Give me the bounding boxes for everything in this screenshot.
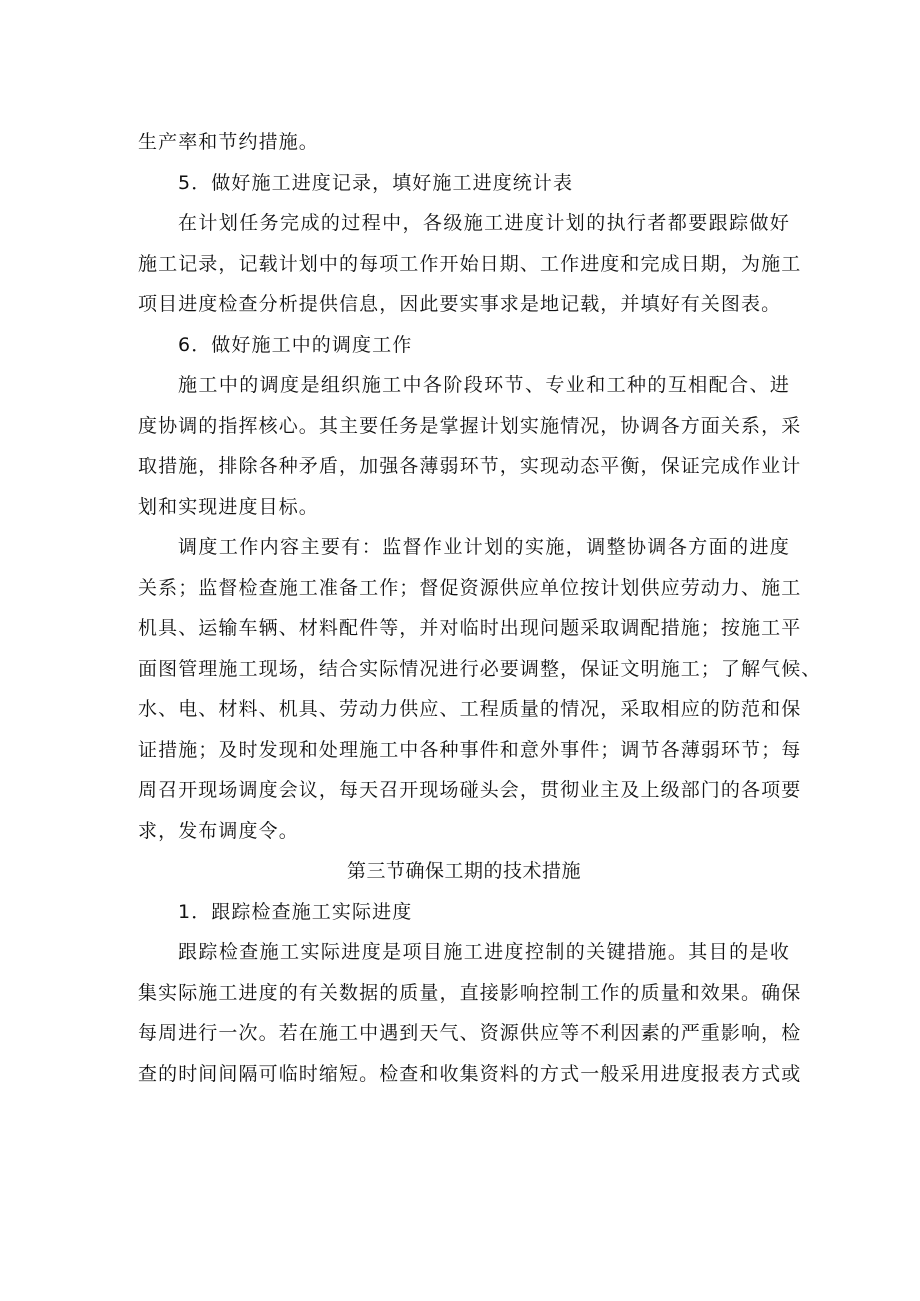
paragraph-line: 划和实现进度目标。 [138,495,319,518]
section-heading: 5．做好施工进度记录，填好施工进度统计表 [178,171,574,194]
paragraph-line: 生产率和节约措施。 [138,131,319,153]
paragraph-line: 面图管理施工现场，结合实际情况进行必要调整，保证文明施工；了解气候、 [138,657,822,680]
section-heading: 6．做好施工中的调度工作 [178,333,413,356]
paragraph-line: 周召开现场调度会议，每天召开现场碰头会，贯彻业主及上级部门的各项要 [138,779,802,801]
paragraph-line: 施工中的调度是组织施工中各阶段环节、专业和工种的互相配合、进 [178,374,790,396]
paragraph-line: 证措施；及时发现和处理施工中各种事件和意外事件；调节各薄弱环节；每 [138,738,802,761]
paragraph-line: 求，发布调度令。 [138,819,299,842]
paragraph-line: 机具、运输车辆、材料配件等，并对临时出现问题采取调配措施；按施工平 [138,617,802,639]
paragraph-line: 度协调的指挥核心。其主要任务是掌握计划实施情况，协调各方面关系，采 [138,414,802,437]
paragraph-line: 每周进行一次。若在施工中遇到天气、资源供应等不利因素的严重影响，检 [138,1022,802,1044]
paragraph-line: 在计划任务完成的过程中，各级施工进度计划的执行者都要跟踪做好 [178,212,790,234]
paragraph-line: 集实际施工进度的有关数据的质量，直接影响控制工作的质量和效果。确保 [138,981,802,1004]
paragraph-line: 查的时间间隔可临时缩短。检查和收集资料的方式一般采用进度报表方式或 [138,1062,802,1085]
section-heading: 1．跟踪检查施工实际进度 [178,900,413,923]
chapter-title: 第三节确保工期的技术措施 [346,860,581,882]
paragraph-line: 取措施，排除各种矛盾，加强各薄弱环节，实现动态平衡，保证完成作业计 [138,455,802,477]
paragraph-line: 跟踪检查施工实际进度是项目施工进度控制的关键措施。其目的是收 [178,941,790,963]
paragraph-line: 项目进度检查分析提供信息，因此要实事求是地记载，并填好有关图表。 [138,293,782,315]
paragraph-line: 调度工作内容主要有：监督作业计划的实施，调整协调各方面的进度 [178,536,790,558]
paragraph-line: 关系；监督检查施工准备工作；督促资源供应单位按计划供应劳动力、施工 [138,576,802,599]
document-page [138,122,822,1094]
paragraph-line: 施工记录，记载计划中的每项工作开始日期、工作进度和完成日期，为施工 [138,252,802,275]
paragraph-line: 水、电、材料、机具、劳动力供应、工程质量的情况，采取相应的防范和保 [138,698,802,720]
